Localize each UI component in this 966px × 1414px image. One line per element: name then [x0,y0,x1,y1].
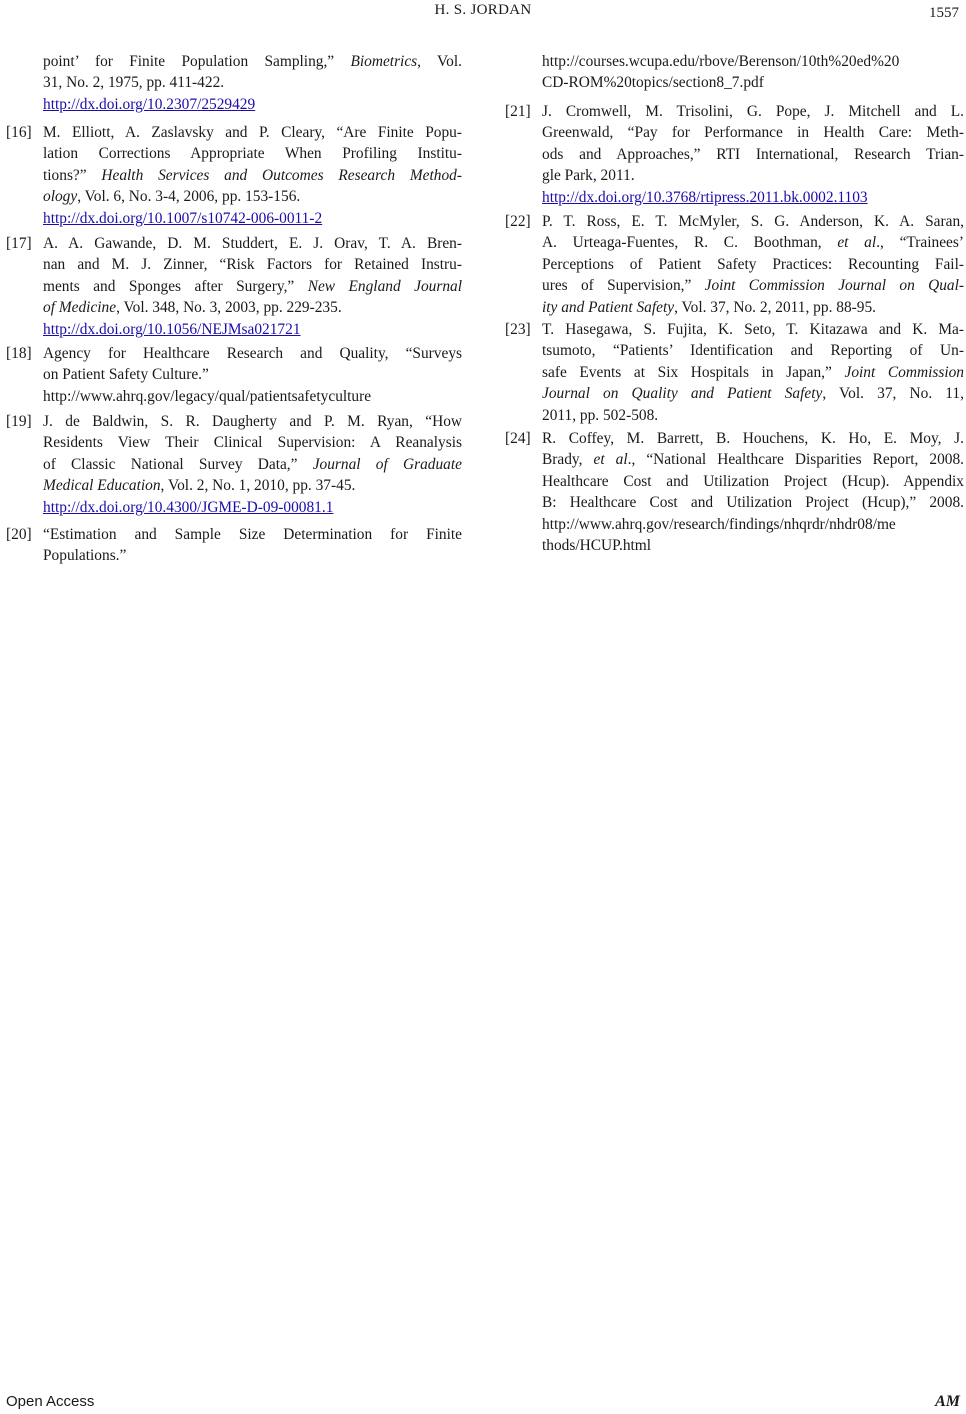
et-al: et al [593,451,628,469]
ref-line: gle Park, 2011. [542,167,635,185]
ref-number: [17] [6,235,32,252]
ref-number: [24] [505,430,531,447]
ref-line: on Patient Safety Culture.” [43,366,209,384]
doi-link[interactable]: http://dx.doi.org/10.4300/JGME-D-09-00081.1 [43,498,334,516]
ref-url: CD-ROM%20topics/section8_7.pdf [542,74,764,92]
ref-line: J. Cromwell, M. Trisolini, G. Pope, J. Mitchell and L. [542,103,964,120]
ref-url: thods/HCUP.html [542,537,652,555]
ref-line [43,51,462,72]
reference-15-continuation [6,51,462,115]
reference-16 [6,122,462,229]
ref-number: [22] [505,213,531,230]
journal-title: Health Services and Outcomes Research Method- [101,166,462,184]
ref-line: Agency for Healthcare Research and Quality, “Surveys [43,345,462,362]
reference-20 [6,524,462,567]
ref-text: , Vol. 348, No. 3, 2003, pp. 229-235. [116,299,342,317]
ref-line: 31, No. 2, 1975, pp. 411-422. [43,74,225,92]
footer-open-access: Open Access [6,1393,95,1410]
ref-line: M. Elliott, A. Zaslavsky and P. Cleary, “Are Finite Popu- [43,124,462,141]
ref-line: “Estimation and Sample Size Determination for Finite [43,526,462,543]
ref-line [542,297,964,318]
ref-url: http://www.ahrq.gov/legacy/qual/patientsafetyculture [43,387,372,405]
journal-title: Joint Commission Journal on Qual- [704,277,965,295]
ref-line [43,475,462,496]
doi-link[interactable]: http://dx.doi.org/10.1007/s10742-006-0011-2 [43,209,323,227]
ref-text: ., “National Healthcare Disparities Report, 2008. [627,451,964,469]
ref-line [542,449,964,470]
ref-line: nan and M. J. Zinner, “Risk Factors for Retained Instru- [43,256,462,274]
page-number: 1557 [929,5,959,21]
ref-line: 2011, pp. 502-508. [542,406,659,424]
ref-text: ments and Sponges after Surgery,” [43,277,308,295]
journal-title: Joint Commission [844,363,965,381]
journal-title: Medical Education [43,477,161,495]
ref-line: B: Healthcare Cost and Utilization Project (Hcup),” 2008. [542,494,964,512]
ref-number: [21] [505,103,531,120]
ref-url: http://courses.wcupa.edu/rbove/Berenson/10th%20ed%20 [542,53,900,70]
journal-title: of Medicine [43,299,117,317]
reference-21 [505,101,964,208]
ref-line [43,454,462,475]
journal-title: Biometrics [350,53,418,70]
ref-line [43,165,462,186]
ref-line: tsumoto, “Patients’ Identification and Reporting of Un- [542,342,964,360]
doi-link[interactable]: http://dx.doi.org/10.3768/rtipress.2011.bk.0002.1103 [542,188,868,206]
ref-line: Healthcare Cost and Utilization Project (Hcup). Appendix [542,472,964,490]
ref-line: P. T. Ross, E. T. McMyler, S. G. Anderson, K. A. Saran, [542,213,964,230]
ref-line: J. de Baldwin, S. R. Daugherty and P. M. Ryan, “How [43,413,462,430]
reference-19 [6,411,462,518]
ref-text: , Vol. 2, No. 1, 2010, pp. 37-45. [160,477,356,495]
ref-line: A. A. Gawande, D. M. Studdert, E. J. Orav, T. A. Bren- [43,235,462,252]
ref-line: Residents View Their Clinical Supervision: A Reanalysis [43,434,462,452]
ref-line: Populations.” [43,547,127,565]
ref-line [43,276,462,297]
running-head: H. S. JORDAN [434,2,532,18]
ref-text: safe Events at Six Hospitals in Japan,” [542,363,845,381]
ref-number: [23] [505,321,531,338]
ref-text: , Vol. 6, No. 3-4, 2006, pp. 153-156. [77,188,301,206]
ref-text: Brady, [542,451,594,469]
journal-title: Journal of Graduate [312,455,462,473]
ref-text: , Vol. [417,53,462,70]
ref-number: [19] [6,413,32,430]
ref-line [542,232,964,253]
ref-line: R. Coffey, M. Barrett, B. Houchens, K. Ho, E. Moy, J. [542,430,964,447]
doi-link[interactable]: http://dx.doi.org/10.1056/NEJMsa021721 [43,320,301,338]
ref-url: http://www.ahrq.gov/research/findings/nhqrdr/nhdr08/me [542,515,896,533]
ref-line: ods and Approaches,” RTI International, Research Trian- [542,145,964,163]
ref-line: T. Hasegawa, S. Fujita, K. Seto, T. Kitazawa and K. Ma- [542,321,964,338]
footer-journal-abbrev: AM [935,1393,960,1410]
ref-line [542,362,964,383]
ref-text: ., “Trainees’ [876,234,964,252]
ref-number: [18] [6,345,32,362]
et-al: et al [837,234,877,252]
ref-text: , Vol. 37, No. 11, [822,385,964,403]
reference-18 [6,343,462,407]
ref-line [542,275,964,296]
reference-17 [6,233,462,340]
ref-text: A. Urteaga-Fuentes, R. C. Boothman, [542,234,838,252]
journal-title: ity and Patient Safety [542,298,675,316]
ref-text: tions?” [43,166,102,184]
journal-title: New England Journal [307,277,462,295]
reference-23 [505,319,964,426]
ref-line [542,383,964,404]
ref-line [43,186,462,207]
ref-text: point’ for Finite Population Sampling,” [43,53,351,70]
ref-line: Perceptions of Patient Safety Practices: Recounting Fail- [542,255,964,273]
ref-line: Greenwald, “Pay for Performance in Health Care: Meth- [542,124,964,142]
ref-number: [20] [6,526,32,543]
ref-text: of Classic National Survey Data,” [43,455,313,473]
reference-22 [505,211,964,318]
ref-line [43,297,462,318]
reference-20-continuation [505,51,964,94]
ref-text: ures of Supervision,” [542,277,705,295]
journal-title: ology [43,188,78,206]
ref-text: , Vol. 37, No. 2, 2011, pp. 88-95. [674,298,877,316]
journal-title: Journal on Quality and Patient Safety [542,385,823,403]
ref-number: [16] [6,124,32,141]
doi-link[interactable]: http://dx.doi.org/10.2307/2529429 [43,95,256,113]
ref-line: lation Corrections Appropriate When Profiling Institu- [43,145,462,163]
reference-24 [505,428,964,556]
